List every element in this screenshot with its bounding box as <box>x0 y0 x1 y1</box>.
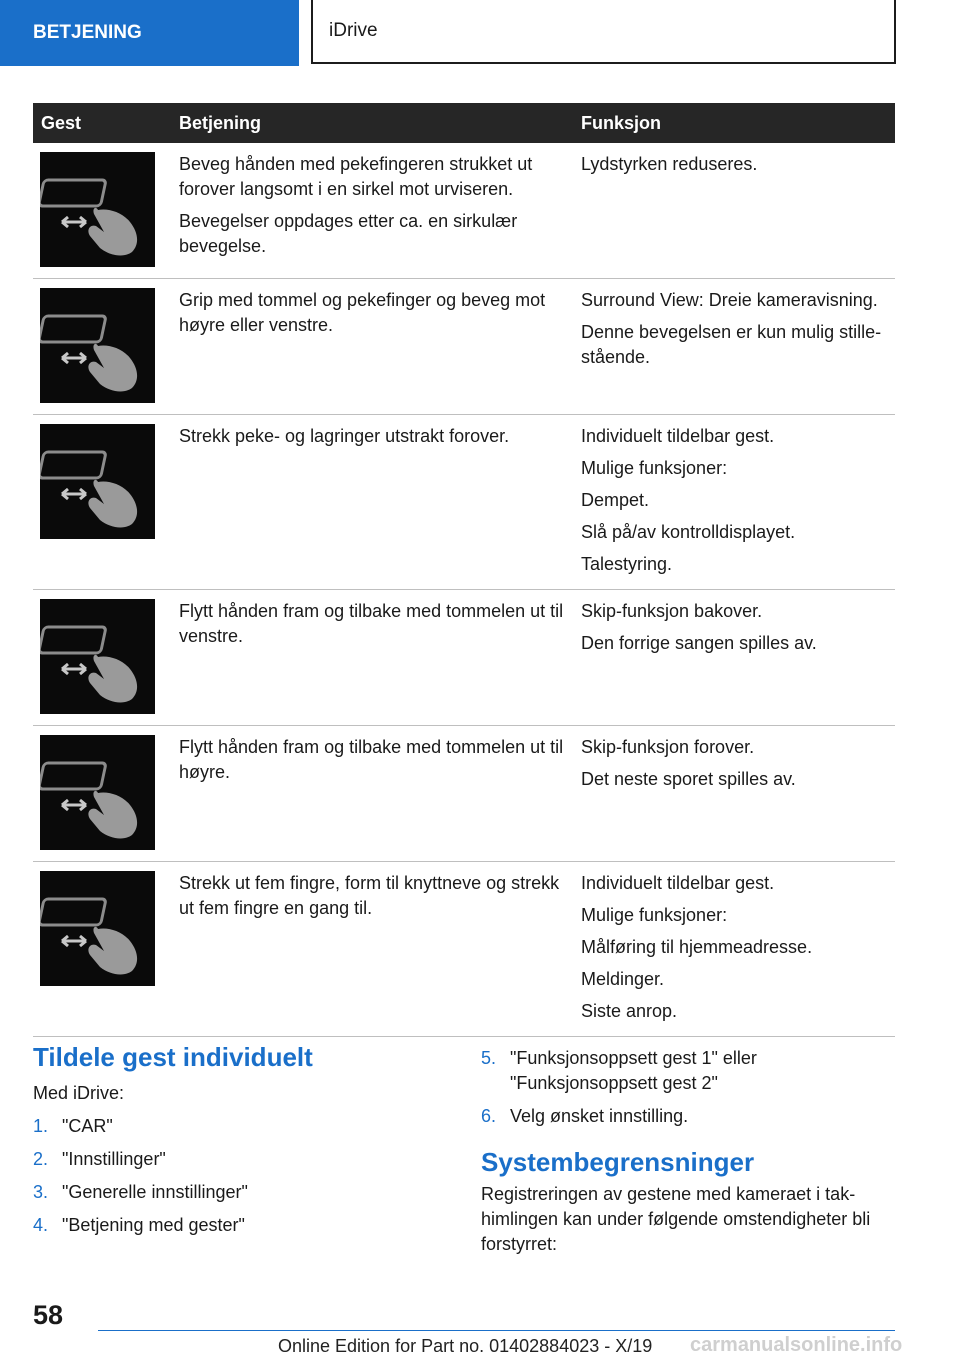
function-text: Siste anrop. <box>581 1001 678 1021</box>
assign-intro: Med iDrive: <box>33 1083 125 1103</box>
column-header-funksjon: Funksjon <box>573 103 895 143</box>
gesture-image <box>40 424 155 539</box>
watermark-logo: carmanualsonline.info <box>690 1334 903 1356</box>
gesture-image <box>40 871 155 986</box>
function-text: Mulige funksjoner: <box>581 905 728 925</box>
function-text: Det neste sporet spilles av. <box>581 769 796 789</box>
function-cell <box>573 862 895 1037</box>
gesture-table <box>33 103 895 1037</box>
list-item <box>33 1147 433 1172</box>
step-number: 3. <box>33 1182 49 1202</box>
operation-text: Strekk ut fem fingre, form til knyttneve og strekk ut fem fingre en gang til. <box>179 873 560 918</box>
function-text: Skip-funksjon forover. <box>581 737 755 757</box>
function-text: Målføring til hjemmeadresse. <box>581 937 813 957</box>
function-text: Skip-funksjon bakover. <box>581 601 763 621</box>
function-cell <box>573 415 895 590</box>
function-text: Individuelt tildelbar gest. <box>581 873 775 893</box>
system-limits-text: Registreringen av gestene med kameraet i takhimlingen kan under følgende omstendigheter bli forstyrret: <box>481 1184 871 1254</box>
table-row <box>33 862 895 1037</box>
operation-text: Beveg hånden med pekefingeren strukket ut forover langsomt i en sirkel mot urviseren. <box>179 154 533 199</box>
section-title: BETJENING <box>33 22 142 43</box>
column-header-betjening: Betjening <box>171 103 573 143</box>
step-number: 4. <box>33 1215 49 1235</box>
list-item <box>481 1104 901 1129</box>
gesture-image-cell <box>33 143 171 279</box>
step-number: 2. <box>33 1149 49 1169</box>
step-text: Velg ønsket innstilling. <box>510 1106 689 1126</box>
section-tab <box>0 0 299 66</box>
step-text: "Funksjonsoppsett gest 1" eller "Funksjonsoppsett gest 2" <box>510 1048 757 1093</box>
operation-text: Strekk peke- og lagringer utstrakt forover. <box>179 426 510 446</box>
gesture-image <box>40 288 155 403</box>
column-header-gest: Gest <box>33 103 171 143</box>
operation-cell <box>171 590 573 726</box>
edition-text: Online Edition for Part no. 01402884023 - X/19 <box>278 1336 653 1356</box>
function-text: Individuelt tildelbar gest. <box>581 426 775 446</box>
steps-list-left <box>33 1114 433 1238</box>
operation-cell <box>171 726 573 862</box>
table-row <box>33 279 895 415</box>
function-text: Slå på/av kontrolldisplayet. <box>581 522 796 542</box>
step-number: 5. <box>481 1048 497 1068</box>
thumb-right-swipe-gesture-icon <box>40 735 155 850</box>
function-cell <box>573 143 895 279</box>
function-text: Mulige funksjoner: <box>581 458 728 478</box>
system-limits-title: Systembegrensninger <box>481 1147 755 1177</box>
table-row <box>33 726 895 862</box>
list-item <box>33 1180 433 1205</box>
function-text: Talestyring. <box>581 554 673 574</box>
chapter-header <box>311 0 896 64</box>
gesture-image <box>40 599 155 714</box>
function-text: Meldinger. <box>581 969 665 989</box>
page-number: 58 <box>33 1300 64 1330</box>
table-row <box>33 143 895 279</box>
pinch-rotate-gesture-icon <box>40 288 155 403</box>
rotate-finger-gesture-icon <box>40 152 155 267</box>
list-item <box>481 1046 901 1096</box>
function-text: Denne bevegelsen er kun mulig stillestående. <box>581 322 882 367</box>
step-number: 6. <box>481 1106 497 1126</box>
gesture-image-cell <box>33 415 171 590</box>
operation-cell <box>171 862 573 1037</box>
function-text: Dempet. <box>581 490 650 510</box>
step-text: "CAR" <box>62 1116 113 1136</box>
step-number: 1. <box>33 1116 49 1136</box>
function-cell <box>573 726 895 862</box>
right-column <box>481 1046 901 1257</box>
function-text: Den forrige sangen spilles av. <box>581 633 817 653</box>
table-row <box>33 415 895 590</box>
function-cell <box>573 279 895 415</box>
chapter-title: iDrive <box>329 20 378 41</box>
operation-text: Bevegelser oppdages etter ca. en sirkulær bevegelse. <box>179 211 518 256</box>
assign-gesture-title: Tildele gest individuelt <box>33 1042 313 1072</box>
table-header-row <box>33 103 895 143</box>
footer-divider <box>98 1330 895 1331</box>
function-cell <box>573 590 895 726</box>
gesture-image-cell <box>33 279 171 415</box>
gesture-image <box>40 152 155 267</box>
step-text: "Innstillinger" <box>62 1149 166 1169</box>
gesture-image <box>40 735 155 850</box>
operation-text: Flytt hånden fram og tilbake med tommelen ut til venstre. <box>179 601 564 646</box>
fist-open-hand-gesture-icon <box>40 871 155 986</box>
assign-gesture-section <box>33 1042 433 1246</box>
step-text: "Betjening med gester" <box>62 1215 245 1235</box>
operation-text: Flytt hånden fram og tilbake med tommelen ut til høyre. <box>179 737 564 782</box>
operation-cell <box>171 279 573 415</box>
two-finger-point-gesture-icon <box>40 424 155 539</box>
function-text: Lydstyrken reduseres. <box>581 154 758 174</box>
table-row <box>33 590 895 726</box>
steps-list-right <box>481 1046 901 1129</box>
gesture-image-cell <box>33 590 171 726</box>
function-text: Surround View: Dreie kameravisning. <box>581 290 878 310</box>
operation-cell <box>171 415 573 590</box>
operation-cell <box>171 143 573 279</box>
list-item <box>33 1213 433 1238</box>
step-text: "Generelle innstillinger" <box>62 1182 248 1202</box>
gesture-image-cell <box>33 862 171 1037</box>
gesture-image-cell <box>33 726 171 862</box>
thumb-left-swipe-gesture-icon <box>40 599 155 714</box>
operation-text: Grip med tommel og pekefinger og beveg mot høyre eller venstre. <box>179 290 546 335</box>
list-item <box>33 1114 433 1139</box>
